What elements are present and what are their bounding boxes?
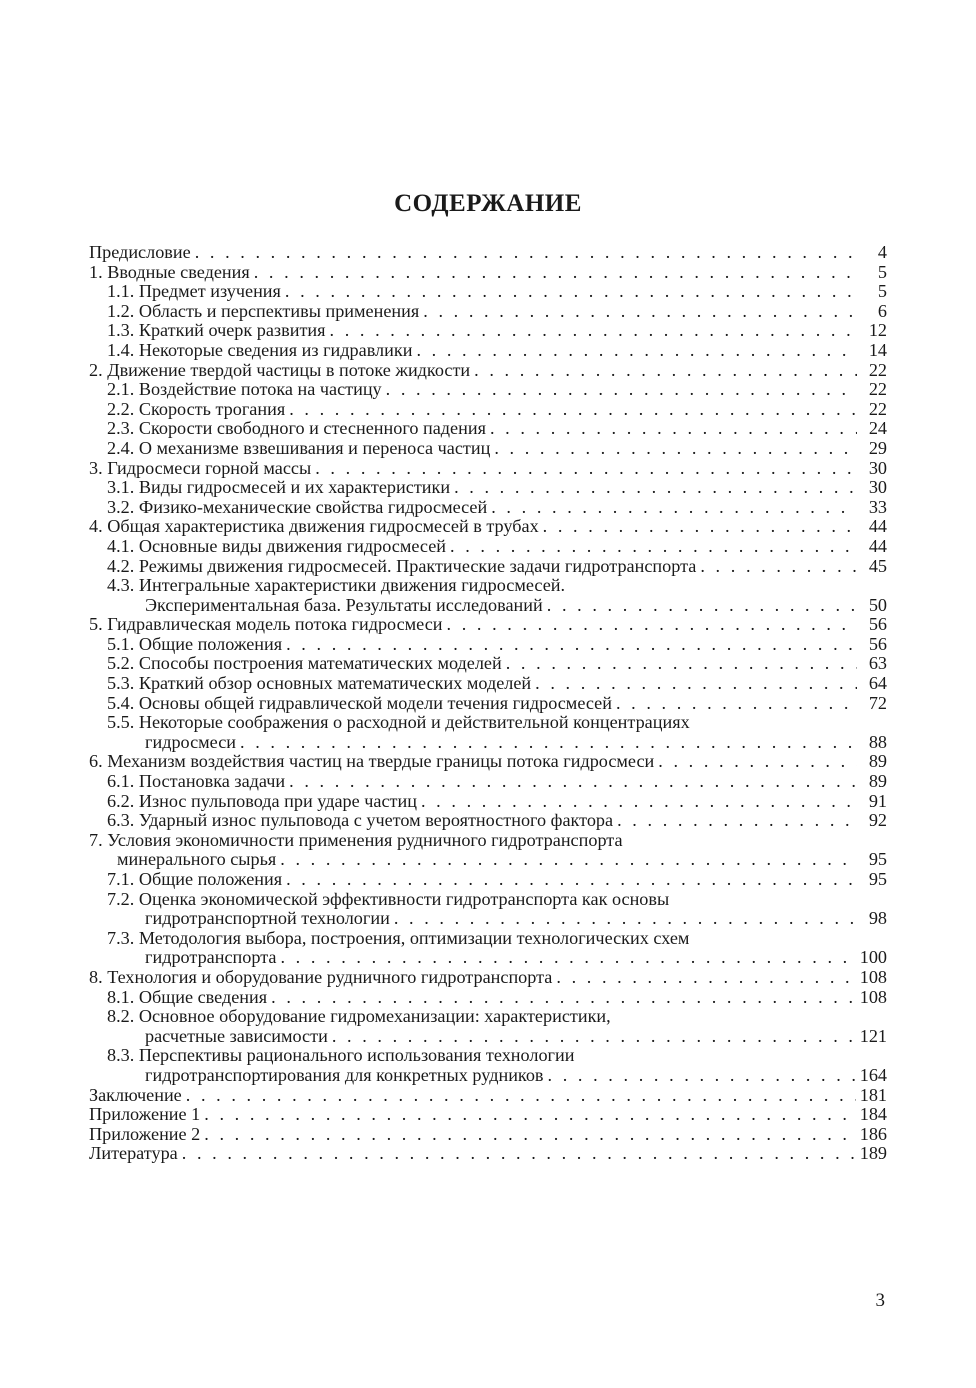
toc-dot-leader — [280, 850, 857, 870]
toc-dot-leader — [285, 282, 857, 302]
toc-dot-leader — [280, 948, 855, 968]
toc-entry — [89, 713, 887, 733]
toc-dot-leader — [416, 341, 857, 361]
toc-entry — [89, 1046, 887, 1066]
toc-dot-leader — [658, 752, 857, 772]
toc-entry-page: 89 — [868, 751, 887, 772]
toc-dot-leader — [423, 302, 857, 322]
toc-entry — [89, 557, 887, 577]
toc-entry-page: 98 — [868, 908, 887, 929]
toc-entry-page: 186 — [859, 1123, 887, 1144]
toc-entry-page: 56 — [868, 633, 887, 654]
toc-entry — [89, 439, 887, 459]
toc-entry-title: 8.3. Перспективы рационального использования технологии — [89, 1046, 574, 1066]
toc-entry — [89, 968, 887, 988]
toc-entry — [89, 850, 887, 870]
toc-dot-leader — [394, 909, 857, 929]
toc-entry — [89, 870, 887, 890]
toc-entry-page: 189 — [859, 1143, 887, 1164]
toc-entry-page: 5 — [877, 261, 887, 282]
toc-entry — [89, 1125, 887, 1145]
toc-entry-page: 14 — [868, 339, 887, 360]
toc-entry-title: 4.3. Интегральные характеристики движения гидросмесей. — [89, 576, 565, 596]
toc-entry-title: 5.1. Общие положения — [89, 635, 282, 655]
toc-entry — [89, 498, 887, 518]
toc-entry — [89, 733, 887, 753]
toc-entry-page: 63 — [868, 653, 887, 674]
toc-entry-page: 100 — [859, 947, 887, 968]
toc-dot-leader — [286, 635, 857, 655]
toc-dot-leader — [254, 263, 857, 283]
toc-entry-page: 92 — [868, 810, 887, 831]
toc-entry-title: 4.1. Основные виды движения гидросмесей — [89, 537, 446, 557]
toc-entry-title: 6.2. Износ пульповода при ударе частиц — [89, 792, 417, 812]
toc-entry-title: 5.5. Некоторые соображения о расходной и действительной концентрациях — [89, 713, 690, 733]
toc-entry-page: 33 — [868, 496, 887, 517]
toc-dot-leader — [182, 1144, 856, 1164]
toc-entry-title: расчетные зависимости — [89, 1027, 328, 1047]
toc-entry — [89, 263, 887, 283]
toc-entry-title: Заключение — [89, 1084, 182, 1105]
toc-dot-leader — [556, 968, 855, 988]
toc-entry — [89, 831, 887, 851]
toc-entry-title: 1.4. Некоторые сведения из гидравлики — [89, 341, 412, 361]
toc-dot-leader — [271, 988, 856, 1008]
toc-entry — [89, 792, 887, 812]
toc-entry-page: 95 — [868, 849, 887, 870]
toc-entry-title: гидротранспортирования для конкретных рудников — [89, 1066, 544, 1086]
toc-entry — [89, 1027, 887, 1047]
toc-entry-title: 7. Условия экономичности применения рудничного гидротранспорта — [89, 829, 623, 850]
toc-entry — [89, 929, 887, 949]
toc-dot-leader — [616, 694, 857, 714]
page-title: СОДЕРЖАНИЕ — [394, 190, 582, 217]
toc-dot-leader — [421, 792, 857, 812]
toc-entry-title: Предисловие — [89, 242, 191, 262]
toc-entry-title: 2. Движение твердой частицы в потоке жидкости — [89, 359, 471, 380]
toc-entry — [89, 1007, 887, 1027]
toc-dot-leader — [535, 674, 857, 694]
toc-dot-leader — [204, 1125, 855, 1145]
toc-entry — [89, 909, 887, 929]
toc-entry-page: 12 — [868, 320, 887, 341]
toc-entry-title: 7.1. Общие положения — [89, 870, 282, 890]
toc-entry-page: 56 — [868, 614, 887, 635]
toc-entry — [89, 890, 887, 910]
toc-entry-page: 4 — [877, 242, 887, 262]
toc-entry-title: 8.2. Основное оборудование гидромеханизации: характеристики, — [89, 1007, 611, 1027]
toc-entry — [89, 1086, 887, 1106]
toc-entry — [89, 341, 887, 361]
toc-entry — [89, 1144, 887, 1164]
toc-entry-title: 5.3. Краткий обзор основных математических моделей — [89, 674, 531, 694]
toc-entry-title: гидросмеси — [89, 733, 236, 753]
toc-dot-leader — [506, 654, 857, 674]
toc-entry — [89, 772, 887, 792]
toc-entry-page: 24 — [868, 418, 887, 439]
toc-entry-page: 6 — [877, 300, 887, 321]
toc-entry — [89, 1066, 887, 1086]
toc-entry-page: 89 — [868, 771, 887, 792]
toc-dot-leader — [548, 1066, 856, 1086]
toc-entry-title: 1.1. Предмет изучения — [89, 282, 281, 302]
toc-entry-title: Приложение 1 — [89, 1104, 201, 1125]
toc-entry — [89, 694, 887, 714]
toc-entry-page: 22 — [868, 379, 887, 400]
toc-entry-page: 64 — [868, 673, 887, 694]
toc-entry-title: гидротранспорта — [89, 948, 276, 968]
toc-entry — [89, 811, 887, 831]
toc-entry-title: 5. Гидравлическая модель потока гидросмеси — [89, 614, 443, 635]
toc-dot-leader — [332, 1027, 856, 1047]
toc-entry-title: минерального сырья — [89, 850, 276, 870]
toc-entry-page: 44 — [868, 516, 887, 537]
toc-entry-title: 8. Технология и оборудование рудничного гидротранспорта — [89, 966, 553, 987]
toc-entry-page: 30 — [868, 457, 887, 478]
toc-entry-page: 88 — [868, 731, 887, 752]
toc-dot-leader — [186, 1086, 856, 1106]
toc-entry-page: 22 — [868, 398, 887, 419]
toc-dot-leader — [450, 537, 857, 557]
toc-entry-title: 4.2. Режимы движения гидросмесей. Практические задачи гидротранспорта — [89, 557, 696, 577]
toc-entry — [89, 321, 887, 341]
toc-entry-title: 7.2. Оценка экономической эффективности гидротранспорта как основы — [89, 890, 669, 910]
toc-entry-title: 7.3. Методология выбора, построения, оптимизации технологических схем — [89, 929, 689, 949]
toc-dot-leader — [700, 557, 857, 577]
toc-entry — [89, 948, 887, 968]
toc-entry — [89, 243, 887, 263]
toc-entry-title: 1.2. Область и перспективы применения — [89, 302, 419, 322]
toc-dot-leader — [454, 478, 857, 498]
toc-entry-title: Экспериментальная база. Результаты исследований — [89, 596, 543, 616]
toc-dot-leader — [490, 419, 857, 439]
toc-entry-title: 5.2. Способы построения математических моделей — [89, 654, 502, 674]
toc-entry-title: 1. Вводные сведения — [89, 261, 250, 282]
toc-entry — [89, 282, 887, 302]
toc-entry — [89, 478, 887, 498]
toc-dot-leader — [330, 321, 858, 341]
toc-entry-page: 108 — [859, 986, 887, 1007]
toc-dot-leader — [286, 870, 857, 890]
toc-entry — [89, 674, 887, 694]
toc-entry-page: 29 — [868, 437, 887, 458]
toc-entry-title: 8.1. Общие сведения — [89, 988, 267, 1008]
toc-dot-leader — [543, 517, 857, 537]
toc-entry — [89, 380, 887, 400]
toc-entry — [89, 576, 887, 596]
toc-entry-page: 91 — [868, 790, 887, 811]
toc-dot-leader — [195, 243, 857, 263]
toc-dot-leader — [289, 772, 857, 792]
page-number: 3 — [875, 1290, 885, 1311]
toc-dot-leader — [204, 1105, 855, 1125]
toc-entry-title: 2.4. О механизме взвешивания и переноса частиц — [89, 439, 490, 459]
toc-entry-title: 4. Общая характеристика движения гидросмесей в трубах — [89, 516, 539, 537]
toc-entry — [89, 596, 887, 616]
toc-dot-leader — [494, 439, 857, 459]
toc-entry-page: 44 — [868, 535, 887, 556]
toc-entry-title: 6. Механизм воздействия частиц на твердые границы потока гидросмеси — [89, 751, 655, 772]
toc-entry-page: 50 — [868, 594, 887, 615]
toc-entry — [89, 517, 887, 537]
toc-entry-page: 30 — [868, 477, 887, 498]
toc-dot-leader — [289, 400, 857, 420]
toc-entry-title: 6.1. Постановка задачи — [89, 772, 285, 792]
toc-dot-leader — [491, 498, 857, 518]
toc-entry-title: Литература — [89, 1143, 178, 1164]
toc-entry — [89, 1105, 887, 1125]
toc-entry-title: 3. Гидросмеси горной массы — [89, 457, 312, 478]
toc-entry-title: гидротранспортной технологии — [89, 909, 390, 929]
toc-dot-leader — [617, 811, 857, 831]
toc-entry-title: 5.4. Основы общей гидравлической модели течения гидросмесей — [89, 694, 612, 714]
toc-dot-leader — [315, 459, 857, 479]
toc-dot-leader — [386, 380, 857, 400]
toc-entry-page: 45 — [868, 555, 887, 576]
toc-entry-page: 95 — [868, 869, 887, 889]
toc-entry-title: 3.2. Физико-механические свойства гидросмесей — [89, 498, 487, 518]
toc-entry — [89, 752, 887, 772]
toc-dot-leader — [447, 615, 857, 635]
toc-entry — [89, 419, 887, 439]
toc-entry-page: 72 — [868, 692, 887, 713]
toc-entry — [89, 302, 887, 322]
toc-entry — [89, 400, 887, 420]
toc-dot-leader — [240, 733, 857, 753]
toc-dot-leader — [547, 596, 857, 616]
toc-entry-title: 2.1. Воздействие потока на частицу — [89, 380, 382, 400]
toc-entry — [89, 361, 887, 381]
toc-entry — [89, 537, 887, 557]
toc-entry-page: 164 — [859, 1064, 887, 1085]
toc-entry-title: 3.1. Виды гидросмесей и их характеристики — [89, 478, 450, 498]
toc-entry-page: 5 — [877, 281, 887, 302]
toc-entry-page: 184 — [859, 1104, 887, 1125]
toc-entry — [89, 635, 887, 655]
toc-dot-leader — [474, 361, 857, 381]
toc-entry-page: 181 — [859, 1084, 887, 1105]
toc-entry-page: 22 — [868, 359, 887, 380]
table-of-contents — [89, 243, 887, 1164]
toc-entry-title: 2.2. Скорость трогания — [89, 400, 285, 420]
toc-entry — [89, 615, 887, 635]
toc-entry-title: 6.3. Ударный износ пульповода с учетом вероятностного фактора — [89, 811, 613, 831]
toc-entry-title: 2.3. Скорости свободного и стесненного падения — [89, 419, 486, 439]
toc-entry-page: 121 — [859, 1025, 887, 1046]
toc-entry — [89, 654, 887, 674]
toc-entry — [89, 988, 887, 1008]
toc-entry-title: Приложение 2 — [89, 1123, 201, 1144]
toc-entry-title: 1.3. Краткий очерк развития — [89, 321, 326, 341]
toc-entry-page: 108 — [859, 966, 887, 987]
toc-entry — [89, 459, 887, 479]
